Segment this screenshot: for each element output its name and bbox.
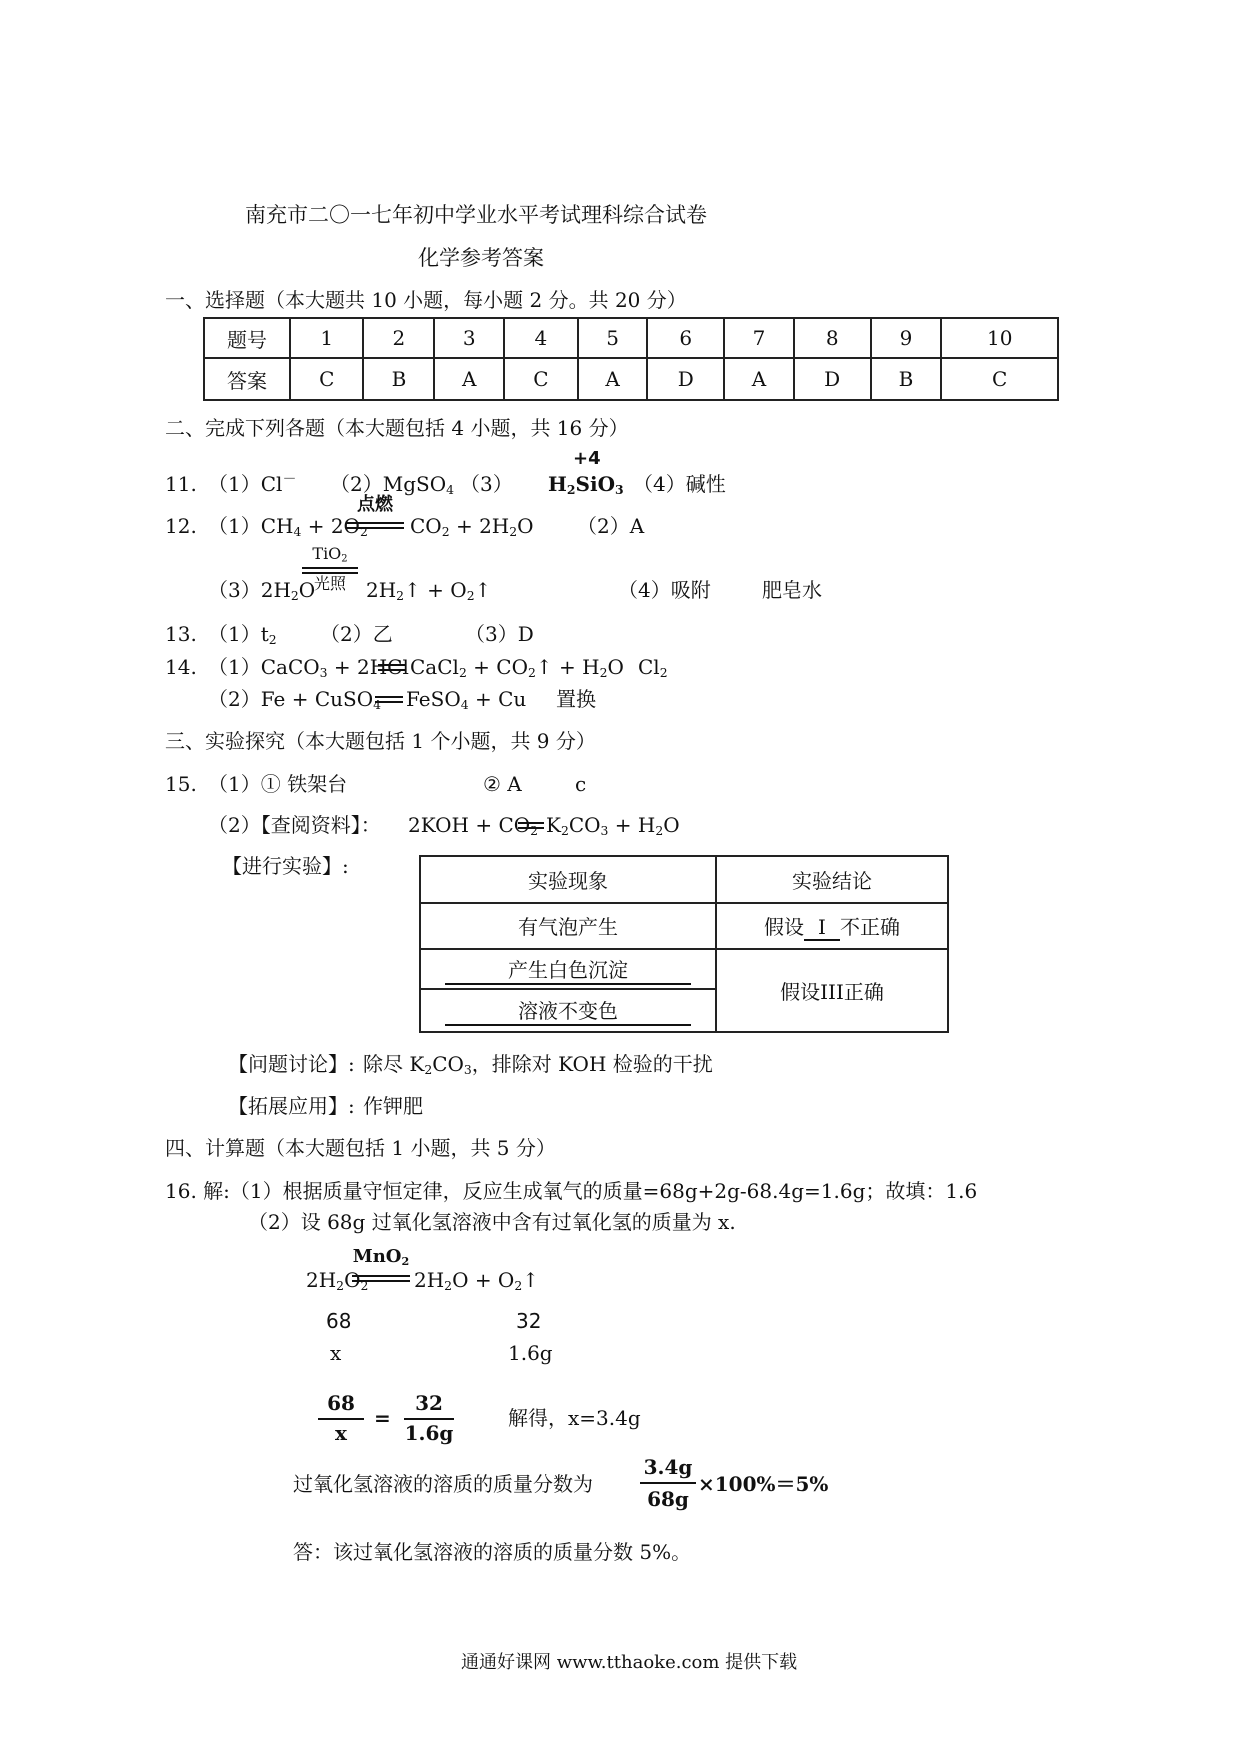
q16-molar-mass-2: 32 [516,1309,542,1333]
q15-reference-label: （2）【查阅资料】： [208,813,381,837]
answer-cell: D [647,358,724,400]
page-title: 南充市二〇一七年初中学业水平考试理科综合试卷 [245,203,707,227]
q11-formula: $H_2SiO_3$ [548,472,624,498]
reaction-equals-sign [302,567,358,574]
q12-number: 12. [165,514,197,538]
q11-valence: +4 [573,448,601,469]
q12-part3-reactants: $(3)2H_2O$ [208,578,316,604]
q15-number: 15. [165,772,197,796]
reaction-equals-sign [378,664,406,671]
fraction-bar [640,1482,696,1484]
page-footer: 通通好课网 www.tthaoke.com 提供下载 [461,1652,798,1673]
reaction-equals-sign [518,822,544,829]
q16-solution: 解得，x=3.4g [508,1406,641,1430]
answer-cell: C [504,358,577,400]
answer-cell: A [578,358,648,400]
discussion-label: 【问题讨论】: [228,1052,355,1076]
q16-molar-mass-1: 68 [326,1309,352,1333]
q16-variable-x: x [330,1341,342,1365]
fraction3-numerator: 3.4g [643,1455,693,1479]
question-number: 3 [434,318,504,358]
experiment-r3-phenomenon: 溶液不变色 [420,989,716,1032]
proportion-equals: = [374,1406,391,1430]
q16-line1: 16. 解:（1）根据质量守恒定律，反应生成氧气的质量=68g+2g-68.4g=1.6g；故填：1.6 [165,1179,978,1203]
q12-part1-products: $CO_2 + 2H_2O$ [410,514,534,540]
answer-cell: B [871,358,942,400]
mass-fraction-label: 过氧化氢溶液的溶质的质量分数为 [293,1472,593,1496]
extension-text: 作钾肥 [363,1094,423,1118]
q15-part1c: c [575,772,587,796]
experiment-r2-phenomenon: 产生白色沉淀 [420,949,716,989]
reaction-equals-sign [346,522,404,529]
question-number: 9 [871,318,942,358]
fraction-bar [404,1418,454,1420]
q13-part3: （3）D [465,622,534,646]
q14-equation-2-left: （2）Fe + CuSO$_4$ [208,687,381,713]
section2-heading: 二、完成下列各题（本大题包括 4 小题，共 16 分） [165,416,629,440]
question-number: 4 [504,318,577,358]
q12-condition-light: 光照 [313,574,346,593]
row-label-answer: 答案 [204,358,290,400]
q12-condition-ignite: 点燃 [357,494,393,515]
q14-gas: $Cl_2$ [638,655,668,681]
page-subtitle: 化学参考答案 [418,246,544,270]
experiment-label: 【进行实验】: [222,854,349,878]
q15-reference-equation-right: $K_2CO_3 + H_2O$ [546,813,680,839]
q12-part4: （4）吸附 [618,578,711,602]
q15-reference-equation-left: $2KOH + CO_2$ [408,813,539,839]
answer-cell: D [794,358,871,400]
q14-number: 14. [165,655,197,679]
answer-cell: C [290,358,363,400]
q12-part2: （2）A [577,514,645,538]
q12-condition-catalyst: TiO$_2$ [312,544,348,565]
fraction2-numerator: 32 [415,1391,443,1415]
row-label-number: 题号 [204,318,290,358]
q16-equation-left: $2H_2O_2$ [306,1268,369,1294]
q11-part1: （1）Cl－ [208,471,297,496]
answer-cell: A [434,358,504,400]
q16-condition-catalyst: MnO$_2$ [352,1246,410,1268]
question-number: 2 [363,318,434,358]
experiment-col-conclusion: 实验结论 [716,856,948,903]
q16-line2: （2）设 68g 过氧化氢溶液中含有过氧化氢的质量为 x. [248,1210,736,1234]
reaction-equals-sign [352,1275,410,1282]
q12-part3-products: $2H_2↑$ + $O_2↑$ [366,578,492,604]
q12-part1-reactants: $(1)CH_4 + 2O_2$ [208,514,368,540]
experiment-r1-phenomenon: 有气泡产生 [420,903,716,950]
answer-cell: B [363,358,434,400]
fraction-bar [318,1418,364,1420]
q16-answer: 答：该过氧化氢溶液的溶质的质量分数 5%。 [293,1540,692,1564]
q14-equation-1-left: （1）CaCO$_3$ + 2HCl [208,655,409,681]
question-number: 1 [290,318,363,358]
q13-number: 13. [165,622,197,646]
answer-cell: A [724,358,794,400]
choice-answer-table [203,317,1059,401]
q14-reaction-type: 置换 [556,687,596,711]
q15-part1a: （1）① 铁架台 [208,772,348,796]
q11-part4: （4）碱性 [633,472,726,496]
q13-part2: （2）乙 [320,622,393,646]
section3-heading: 三、实验探究（本大题包括 1 个小题，共 9 分） [165,729,596,753]
q16-oxygen-mass: 1.6g [508,1341,553,1365]
section4-heading: 四、计算题（本大题包括 1 小题，共 5 分） [165,1136,556,1160]
section1-heading: 一、选择题（本大题共 10 小题，每小题 2 分。共 20 分） [165,288,687,312]
q14-equation-1-right: CaCl$_2$ + $CO_2↑ + H_2O$ [410,655,624,681]
experiment-col-phenomenon: 实验现象 [420,856,716,903]
discussion-text: 除尽 $K_2CO_3$，排除对 KOH 检验的干扰 [363,1052,713,1078]
experiment-table [419,855,949,1033]
experiment-r23-conclusion: 假设III正确 [716,949,948,1032]
fraction3-denominator: 68g [647,1487,689,1511]
fraction1-numerator: 68 [327,1391,355,1415]
q13-part1: $(1)t_2$ [208,622,277,648]
q16-equation-right: $2H_2O$ + $O_2↑$ [414,1268,539,1294]
mass-fraction-result: ×100%＝5% [698,1472,829,1496]
fraction1-denominator: x [335,1421,347,1445]
question-number: 7 [724,318,794,358]
q11-part2: （2）MgSO$_4$ [330,472,454,498]
q11-part3: （3） [460,472,513,496]
q11-number: 11. [165,472,197,496]
q14-equation-2-right: FeSO$_4$ + Cu [406,687,527,713]
question-number: 6 [647,318,724,358]
question-number: 8 [794,318,871,358]
q12-part4b: 肥皂水 [762,578,822,602]
q15-part1b: ② A [483,772,522,796]
question-number: 10 [941,318,1058,358]
extension-label: 【拓展应用】: [228,1094,355,1118]
answer-cell: C [941,358,1058,400]
experiment-r1-conclusion: 假设 I 不正确 [716,903,948,950]
reaction-equals-sign [375,696,403,703]
question-number: 5 [578,318,648,358]
fraction2-denominator: 1.6g [404,1421,454,1445]
